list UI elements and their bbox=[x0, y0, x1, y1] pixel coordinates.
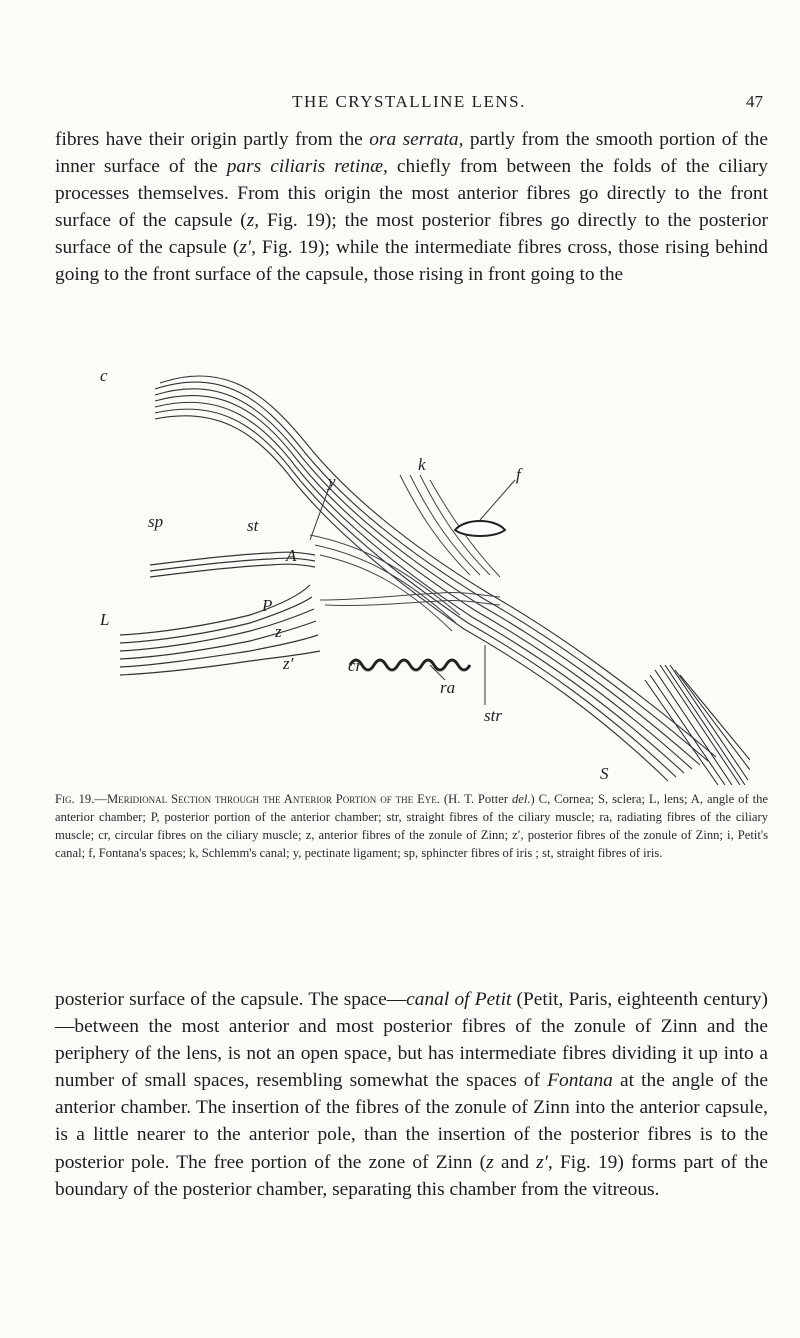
circular-fibres bbox=[350, 660, 470, 670]
label-cr: cr bbox=[348, 656, 363, 675]
label-z: z bbox=[275, 622, 282, 641]
text-run: and bbox=[493, 1151, 537, 1173]
italic-run: Fontana bbox=[547, 1070, 613, 1092]
text-run: (Petit, Paris, eighteenth century)—between the most anterior and most posterior fibres of the zonule of Zinn and the periphery of the lens, is not an open space, but has intermediate fibres dividing it up into a number of small spaces, resembling somewhat the spaces of bbox=[55, 989, 768, 1092]
label-st: st bbox=[247, 516, 259, 535]
label-P: P bbox=[262, 596, 273, 615]
italic-run: z, bbox=[246, 210, 260, 232]
paragraph-bottom bbox=[55, 986, 768, 1203]
italic-run: ora serrata, bbox=[369, 129, 464, 150]
label-k: k bbox=[418, 455, 426, 474]
text-run: posterior surface of the capsule. The space— bbox=[55, 989, 407, 1010]
text-run: partly from the smooth portion of the inner surface of the bbox=[55, 129, 768, 178]
label-c: c bbox=[100, 366, 108, 385]
label-L: L bbox=[100, 610, 110, 629]
text-run: fibres have their origin partly from the bbox=[55, 129, 370, 150]
caption-text: ) C, Cornea; S, sclera; L, lens; A, angle of the anterior chamber; P, posterior portion of the anterior chamber; str, straight fibres of the ciliary muscle; ra, radiating fibres of the ciliary muscle; cr, circular fibres on the ciliary muscle; z, anterior fibres of the zonule of Zinn; z′, posterior fibres of the zonule of Zinn; i, Petit's canal; f, Fontana's spaces; k, Schlemm's canal; y, pectinate ligament; sp, sphincter fibres of iris ; st, straight fibres of iris. bbox=[55, 792, 768, 860]
text-run: Fig. 19) forms part of the boundary of the posterior chamber, separating this chamber from the vitreous. bbox=[55, 1151, 768, 1200]
cornea-sclera-fibres bbox=[155, 376, 716, 781]
text-run: Fig. 19); the most posterior fibres go directly to the posterior surface of the capsule ( bbox=[55, 210, 768, 259]
italic-run: z′, bbox=[239, 237, 256, 259]
italic-run: z′, bbox=[536, 1151, 553, 1173]
italic-run: z bbox=[486, 1151, 494, 1173]
text-run: Fig. 19); while the intermediate fibres cross, those rising behind going to the front surface of the capsule, those rising in front going to the bbox=[55, 237, 769, 286]
label-sp: sp bbox=[148, 512, 164, 531]
text-run: chiefly from between the folds of the ciliary processes themselves. From this origin the most anterior fibres go directly to the front surface of the capsule ( bbox=[55, 156, 768, 232]
paragraph-top bbox=[55, 126, 768, 289]
label-f: f bbox=[516, 465, 521, 484]
label-S: S bbox=[600, 764, 609, 783]
page-number: 47 bbox=[746, 92, 763, 111]
figure-eye-section bbox=[100, 365, 750, 785]
y-pointer bbox=[310, 485, 330, 540]
label-A: A bbox=[286, 546, 297, 565]
label-str: str bbox=[484, 706, 502, 725]
schlemm-canal bbox=[455, 521, 505, 536]
eye-section-illustration bbox=[100, 365, 750, 785]
label-ra: ra bbox=[440, 678, 456, 697]
caption-author: (H. T. Potter bbox=[439, 792, 512, 806]
running-header bbox=[55, 92, 763, 118]
label-y: y bbox=[328, 472, 336, 491]
sclera-fan bbox=[645, 665, 750, 785]
f-pointer bbox=[480, 480, 515, 520]
figure-caption bbox=[55, 790, 768, 862]
italic-run: canal of Petit bbox=[406, 989, 512, 1010]
italic-run: pars ciliaris retinæ, bbox=[226, 156, 388, 178]
label-zprime: z′ bbox=[283, 654, 294, 673]
caption-del: del. bbox=[511, 792, 531, 806]
text-run: at the angle of the anterior chamber. The insertion of the fibres of the zonule of Zinn into the anterior capsule, is a little nearer to the anterior pole, than the insertion of the posterior fibres is to the posterior pole. The free portion of the zone of Zinn ( bbox=[55, 1070, 768, 1173]
caption-title: Fig. 19.—Meridional Section through the Anterior Portion of the Eye. bbox=[55, 792, 440, 806]
running-title: THE CRYSTALLINE LENS. bbox=[292, 92, 526, 111]
